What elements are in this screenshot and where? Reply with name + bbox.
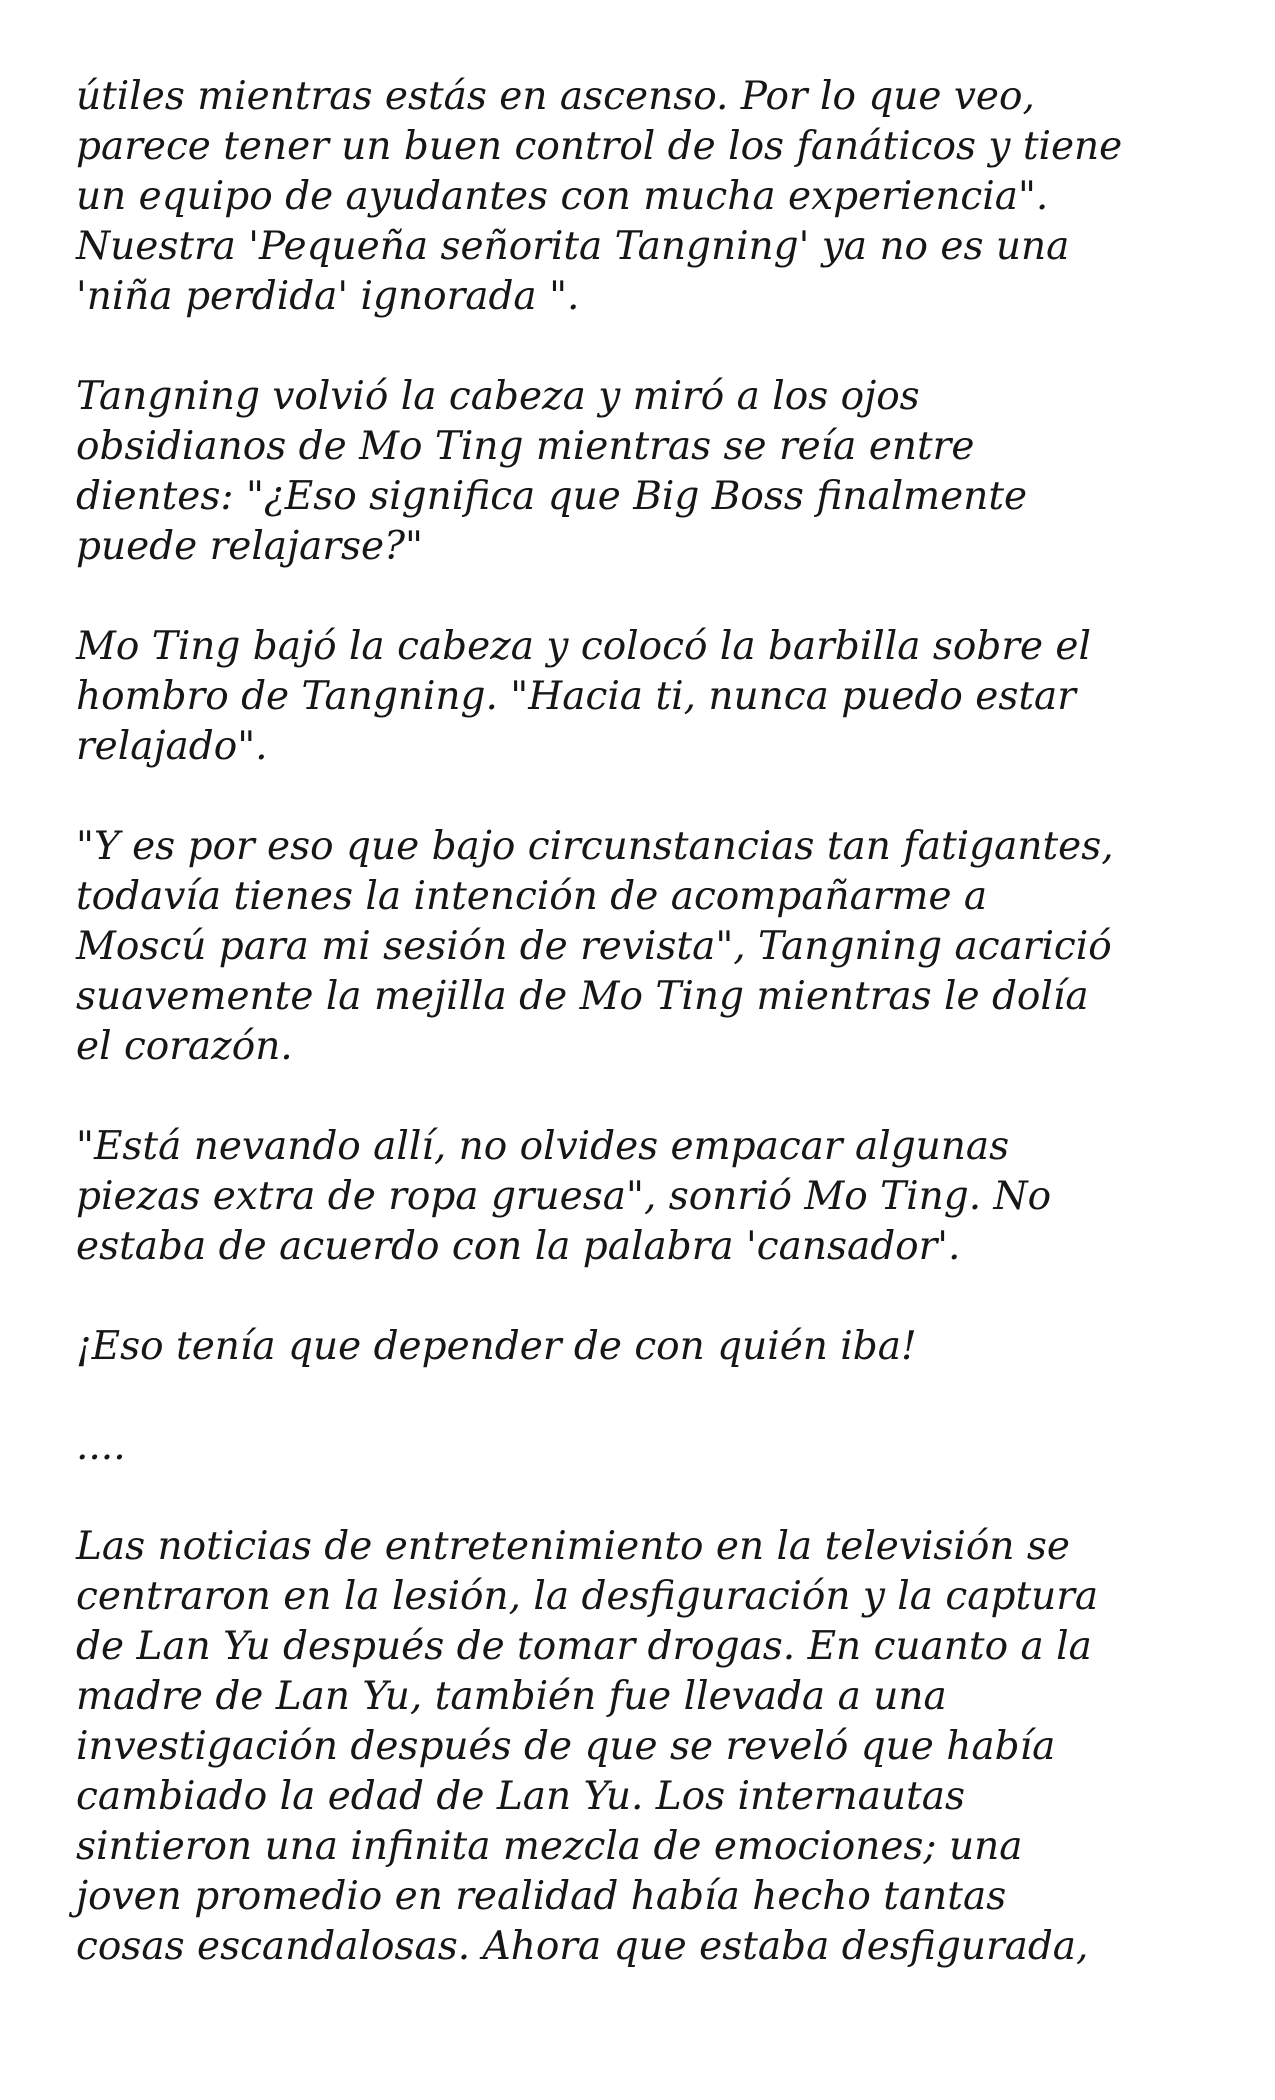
text-line: "Está nevando allí, no olvides empacar algunas xyxy=(76,1124,1010,1169)
text-line: "Y es por eso que bajo circunstancias tan fatigantes, xyxy=(76,824,1114,869)
text-line: parece tener un buen control de los fanáticos y tiene xyxy=(76,124,1123,169)
text-line: útiles mientras estás en ascenso. Por lo que veo, xyxy=(76,74,1035,119)
text-line: sintieron una infinita mezcla de emociones; una xyxy=(76,1824,1023,1869)
paragraph-2 xyxy=(76,372,1215,572)
text-line: Moscú para mi sesión de revista", Tangning acarició xyxy=(76,924,1112,969)
text-line: dientes: "¿Eso significa que Big Boss finalmente xyxy=(76,474,1028,519)
text-line: Mo Ting bajó la cabeza y colocó la barbilla sobre el xyxy=(76,624,1091,669)
text-line: puede relajarse?" xyxy=(76,524,423,569)
text-line: 'niña perdida' ignorada ". xyxy=(76,274,580,319)
text-line: ¡Eso tenía que depender de con quién iba! xyxy=(76,1324,917,1369)
text-line: relajado". xyxy=(76,724,268,769)
text-line: Las noticias de entretenimiento en la televisión se xyxy=(76,1524,1070,1569)
text-line: todavía tienes la intención de acompañarme a xyxy=(76,874,988,919)
text-line: suavemente la mejilla de Mo Ting mientras le dolía xyxy=(76,974,1089,1019)
paragraph-6 xyxy=(76,1322,1215,1372)
text-line: Tangning volvió la cabeza y miró a los ojos xyxy=(76,374,920,419)
text-line: el corazón. xyxy=(76,1024,293,1069)
paragraph-1 xyxy=(76,72,1215,322)
text-line: un equipo de ayudantes con mucha experiencia". xyxy=(76,174,1049,219)
text-line: obsidianos de Mo Ting mientras se reía entre xyxy=(76,424,975,469)
text-line: hombro de Tangning. "Hacia ti, nunca puedo estar xyxy=(76,674,1076,719)
text-line: de Lan Yu después de tomar drogas. En cuanto a la xyxy=(76,1624,1092,1669)
paragraph-5 xyxy=(76,1122,1215,1272)
paragraph-7 xyxy=(76,1522,1215,1972)
text-line: estaba de acuerdo con la palabra 'cansador'. xyxy=(76,1224,961,1269)
text-line: Nuestra 'Pequeña señorita Tangning' ya no es una xyxy=(76,224,1070,269)
paragraph-3 xyxy=(76,622,1215,772)
section-break xyxy=(76,1422,1215,1472)
text-line: investigación después de que se reveló que había xyxy=(76,1724,1056,1769)
text-line: piezas extra de ropa gruesa", sonrió Mo Ting. No xyxy=(76,1174,1052,1219)
text-line: cambiado la edad de Lan Yu. Los internautas xyxy=(76,1774,965,1819)
text-line: joven promedio en realidad había hecho tantas xyxy=(76,1874,1007,1919)
text-line: cosas escandalosas. Ahora que estaba desfigurada, xyxy=(76,1924,1089,1969)
text-line: centraron en la lesión, la desfiguración y la captura xyxy=(76,1574,1099,1619)
text-line: madre de Lan Yu, también fue llevada a una xyxy=(76,1674,947,1719)
text-line: .... xyxy=(76,1424,126,1469)
paragraph-4 xyxy=(76,822,1215,1072)
